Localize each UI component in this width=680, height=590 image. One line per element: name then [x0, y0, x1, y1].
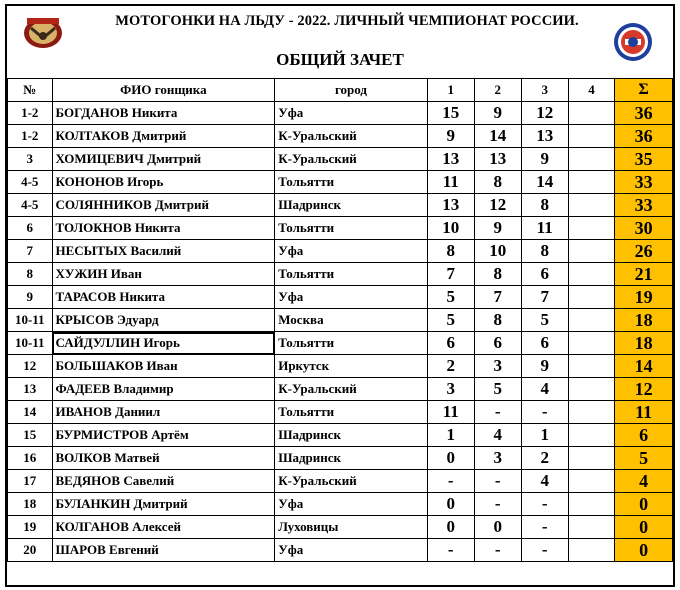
- total-cell: 6: [615, 424, 673, 447]
- round-4-cell: [568, 217, 615, 240]
- table-row: [8, 424, 673, 447]
- table-row: [8, 148, 673, 171]
- city-cell: Тольятти: [275, 401, 428, 424]
- round-1-cell: 10: [427, 217, 474, 240]
- round-4-cell: [568, 401, 615, 424]
- round-4-cell: [568, 286, 615, 309]
- place-cell: 13: [8, 378, 53, 401]
- round-3-cell: 5: [521, 309, 568, 332]
- table-row: [8, 470, 673, 493]
- total-cell: 14: [615, 355, 673, 378]
- place-cell: 18: [8, 493, 53, 516]
- total-cell: 0: [615, 539, 673, 562]
- round-2-cell: 8: [474, 263, 521, 286]
- round-3-cell: 8: [521, 194, 568, 217]
- round-1-cell: 9: [427, 125, 474, 148]
- standings-body: [8, 102, 673, 562]
- table-row: [8, 125, 673, 148]
- round-2-cell: 12: [474, 194, 521, 217]
- city-cell: К-Уральский: [275, 125, 428, 148]
- city-cell: Тольятти: [275, 217, 428, 240]
- rider-name-cell: ВОЛКОВ Матвей: [52, 447, 275, 470]
- col-r1-header: 1: [427, 79, 474, 102]
- place-cell: 17: [8, 470, 53, 493]
- round-1-cell: 3: [427, 378, 474, 401]
- table-row: [8, 447, 673, 470]
- round-1-cell: 15: [427, 102, 474, 125]
- place-cell: 1-2: [8, 125, 53, 148]
- round-3-cell: -: [521, 516, 568, 539]
- round-2-cell: -: [474, 539, 521, 562]
- place-cell: 19: [8, 516, 53, 539]
- city-cell: Тольятти: [275, 332, 428, 355]
- total-cell: 35: [615, 148, 673, 171]
- round-1-cell: 11: [427, 171, 474, 194]
- table-row: [8, 263, 673, 286]
- round-2-cell: 13: [474, 148, 521, 171]
- place-cell: 4-5: [8, 171, 53, 194]
- round-2-cell: -: [474, 470, 521, 493]
- col-sum-header: Σ: [615, 79, 673, 102]
- total-cell: 26: [615, 240, 673, 263]
- city-cell: Луховицы: [275, 516, 428, 539]
- round-2-cell: -: [474, 401, 521, 424]
- table-row: [8, 217, 673, 240]
- city-cell: Шадринск: [275, 424, 428, 447]
- header-row: [8, 79, 673, 102]
- rider-name-cell: НЕСЫТЫХ Василий: [52, 240, 275, 263]
- round-4-cell: [568, 240, 615, 263]
- total-cell: 33: [615, 194, 673, 217]
- city-cell: Уфа: [275, 286, 428, 309]
- round-3-cell: 11: [521, 217, 568, 240]
- table-row: [8, 171, 673, 194]
- total-cell: 0: [615, 516, 673, 539]
- table-row: [8, 401, 673, 424]
- round-1-cell: 11: [427, 401, 474, 424]
- city-cell: Уфа: [275, 240, 428, 263]
- round-3-cell: -: [521, 539, 568, 562]
- round-1-cell: 1: [427, 424, 474, 447]
- rider-name-cell: КОЛТАКОВ Дмитрий: [52, 125, 275, 148]
- city-cell: Уфа: [275, 493, 428, 516]
- city-cell: К-Уральский: [275, 148, 428, 171]
- rider-name-cell: ТАРАСОВ Никита: [52, 286, 275, 309]
- round-4-cell: [568, 125, 615, 148]
- rider-name-cell: ХУЖИН Иван: [52, 263, 275, 286]
- round-2-cell: 7: [474, 286, 521, 309]
- round-3-cell: 6: [521, 332, 568, 355]
- round-1-cell: 0: [427, 493, 474, 516]
- total-cell: 18: [615, 332, 673, 355]
- city-cell: Уфа: [275, 102, 428, 125]
- place-cell: 10-11: [8, 332, 53, 355]
- round-4-cell: [568, 148, 615, 171]
- round-4-cell: [568, 539, 615, 562]
- round-3-cell: 13: [521, 125, 568, 148]
- city-cell: Шадринск: [275, 194, 428, 217]
- round-1-cell: -: [427, 470, 474, 493]
- round-3-cell: 9: [521, 148, 568, 171]
- round-2-cell: 10: [474, 240, 521, 263]
- round-3-cell: 8: [521, 240, 568, 263]
- col-place-header: №: [8, 79, 53, 102]
- round-2-cell: 8: [474, 171, 521, 194]
- total-cell: 11: [615, 401, 673, 424]
- round-3-cell: 2: [521, 447, 568, 470]
- total-cell: 4: [615, 470, 673, 493]
- col-r3-header: 3: [521, 79, 568, 102]
- rider-name-cell: ИВАНОВ Даниил: [52, 401, 275, 424]
- round-3-cell: 14: [521, 171, 568, 194]
- place-cell: 9: [8, 286, 53, 309]
- rider-name-cell: СОЛЯННИКОВ Дмитрий: [52, 194, 275, 217]
- round-1-cell: 7: [427, 263, 474, 286]
- city-cell: Иркутск: [275, 355, 428, 378]
- round-3-cell: 6: [521, 263, 568, 286]
- table-row: [8, 240, 673, 263]
- total-cell: 0: [615, 493, 673, 516]
- rider-name-cell: БУЛАНКИН Дмитрий: [52, 493, 275, 516]
- round-4-cell: [568, 263, 615, 286]
- round-3-cell: -: [521, 493, 568, 516]
- round-1-cell: -: [427, 539, 474, 562]
- page-title: МОТОГОНКИ НА ЛЬДУ - 2022. ЛИЧНЫЙ ЧЕМПИОНАТ РОССИИ.: [115, 13, 579, 29]
- city-cell: Тольятти: [275, 263, 428, 286]
- round-3-cell: 1: [521, 424, 568, 447]
- col-city-header: город: [275, 79, 428, 102]
- table-row: [8, 309, 673, 332]
- total-cell: 33: [615, 171, 673, 194]
- round-2-cell: 4: [474, 424, 521, 447]
- round-1-cell: 13: [427, 148, 474, 171]
- rider-name-cell: ШАРОВ Евгений: [52, 539, 275, 562]
- round-4-cell: [568, 493, 615, 516]
- round-1-cell: 5: [427, 309, 474, 332]
- round-2-cell: 5: [474, 378, 521, 401]
- round-4-cell: [568, 309, 615, 332]
- place-cell: 16: [8, 447, 53, 470]
- city-cell: К-Уральский: [275, 378, 428, 401]
- city-cell: Шадринск: [275, 447, 428, 470]
- round-4-cell: [568, 194, 615, 217]
- city-cell: Уфа: [275, 539, 428, 562]
- total-cell: 36: [615, 102, 673, 125]
- round-4-cell: [568, 378, 615, 401]
- place-cell: 7: [8, 240, 53, 263]
- place-cell: 15: [8, 424, 53, 447]
- round-2-cell: 3: [474, 355, 521, 378]
- round-4-cell: [568, 424, 615, 447]
- rider-name-cell: БУРМИСТРОВ Артём: [52, 424, 275, 447]
- place-cell: 6: [8, 217, 53, 240]
- round-1-cell: 8: [427, 240, 474, 263]
- federation-emblem-icon: [613, 22, 653, 62]
- table-row: [8, 493, 673, 516]
- round-2-cell: 9: [474, 217, 521, 240]
- col-r4-header: 4: [568, 79, 615, 102]
- round-2-cell: -: [474, 493, 521, 516]
- city-cell: Москва: [275, 309, 428, 332]
- rider-name-cell: ФАДЕЕВ Владимир: [52, 378, 275, 401]
- rider-name-cell: ВЕДЯНОВ Савелий: [52, 470, 275, 493]
- table-row: [8, 102, 673, 125]
- round-2-cell: 9: [474, 102, 521, 125]
- table-row: [8, 194, 673, 217]
- city-cell: К-Уральский: [275, 470, 428, 493]
- round-1-cell: 13: [427, 194, 474, 217]
- round-1-cell: 6: [427, 332, 474, 355]
- city-cell: Тольятти: [275, 171, 428, 194]
- round-4-cell: [568, 447, 615, 470]
- round-2-cell: 14: [474, 125, 521, 148]
- place-cell: 14: [8, 401, 53, 424]
- page-subtitle: ОБЩИЙ ЗАЧЕТ: [276, 50, 404, 69]
- round-1-cell: 2: [427, 355, 474, 378]
- total-cell: 19: [615, 286, 673, 309]
- place-cell: 4-5: [8, 194, 53, 217]
- round-3-cell: 7: [521, 286, 568, 309]
- rider-name-cell: ХОМИЦЕВИЧ Дмитрий: [52, 148, 275, 171]
- round-3-cell: -: [521, 401, 568, 424]
- round-2-cell: 6: [474, 332, 521, 355]
- table-row: [8, 516, 673, 539]
- rider-name-cell: САЙДУЛЛИН Игорь: [52, 332, 275, 355]
- round-3-cell: 9: [521, 355, 568, 378]
- place-cell: 1-2: [8, 102, 53, 125]
- round-4-cell: [568, 102, 615, 125]
- col-name-header: ФИО гонщика: [52, 79, 275, 102]
- round-1-cell: 0: [427, 447, 474, 470]
- rider-name-cell: БОГДАНОВ Никита: [52, 102, 275, 125]
- place-cell: 20: [8, 539, 53, 562]
- round-3-cell: 4: [521, 470, 568, 493]
- sheet-header: [7, 6, 673, 69]
- standings-table: [7, 78, 673, 562]
- round-3-cell: 12: [521, 102, 568, 125]
- place-cell: 8: [8, 263, 53, 286]
- round-4-cell: [568, 355, 615, 378]
- table-row: [8, 286, 673, 309]
- rider-name-cell: БОЛЬШАКОВ Иван: [52, 355, 275, 378]
- round-3-cell: 4: [521, 378, 568, 401]
- total-cell: 18: [615, 309, 673, 332]
- rider-name-cell: КРЫСОВ Эдуард: [52, 309, 275, 332]
- place-cell: 3: [8, 148, 53, 171]
- place-cell: 12: [8, 355, 53, 378]
- total-cell: 12: [615, 378, 673, 401]
- racing-club-logo-icon: [23, 16, 63, 50]
- col-r2-header: 2: [474, 79, 521, 102]
- table-row: [8, 378, 673, 401]
- total-cell: 5: [615, 447, 673, 470]
- total-cell: 36: [615, 125, 673, 148]
- round-4-cell: [568, 171, 615, 194]
- round-2-cell: 8: [474, 309, 521, 332]
- round-4-cell: [568, 332, 615, 355]
- table-row: [8, 539, 673, 562]
- round-1-cell: 0: [427, 516, 474, 539]
- table-row: [8, 355, 673, 378]
- total-cell: 30: [615, 217, 673, 240]
- round-2-cell: 0: [474, 516, 521, 539]
- round-1-cell: 5: [427, 286, 474, 309]
- rider-name-cell: КОЛГАНОВ Алексей: [52, 516, 275, 539]
- rider-name-cell: КОНОНОВ Игорь: [52, 171, 275, 194]
- total-cell: 21: [615, 263, 673, 286]
- standings-sheet: [5, 4, 675, 587]
- rider-name-cell: ТОЛОКНОВ Никита: [52, 217, 275, 240]
- round-4-cell: [568, 470, 615, 493]
- place-cell: 10-11: [8, 309, 53, 332]
- round-4-cell: [568, 516, 615, 539]
- table-row: [8, 332, 673, 355]
- round-2-cell: 3: [474, 447, 521, 470]
